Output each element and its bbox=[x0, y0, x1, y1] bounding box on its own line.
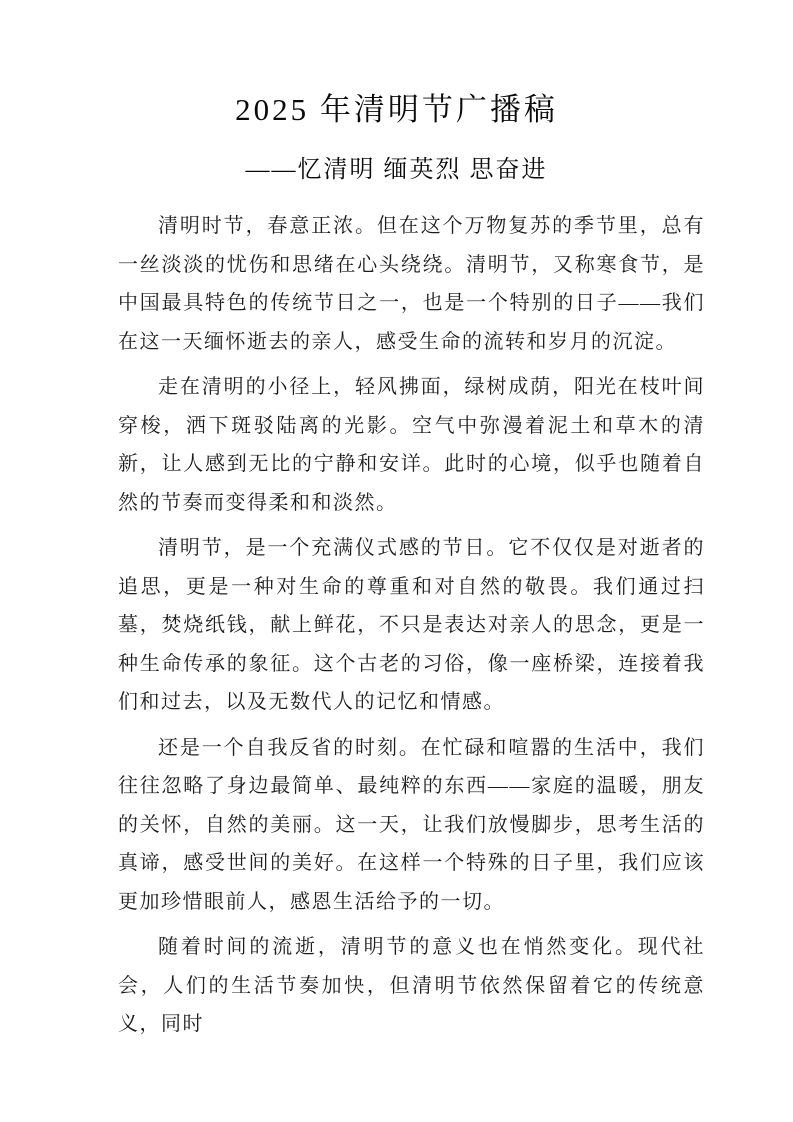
document-body bbox=[118, 207, 705, 1044]
paragraph-2: 走在清明的小径上，轻风拂面，绿树成荫，阳光在枝叶间穿梭，洒下斑驳陆离的光影。空气中弥漫着泥土和草木的清新，让人感到无比的宁静和安详。此时的心境，似乎也随着自然的节奏而变得柔和和淡然。 bbox=[118, 376, 705, 514]
paragraph-5: 随着时间的流逝，清明节的意义也在悄然变化。现代社会，人们的生活节奏加快，但清明节依然保留着它的传统意义，同时 bbox=[118, 936, 705, 1035]
document-subtitle: ——忆清明 缅英烈 思奋进 bbox=[245, 157, 548, 183]
paragraph-3: 清明节，是一个充满仪式感的节日。它不仅仅是对逝者的追思，更是一种对生命的尊重和对自然的敬畏。我们通过扫墓，焚烧纸钱，献上鲜花，不只是表达对亲人的思念，更是一种生命传承的象征。这个古老的习俗，像一座桥梁，连接着我们和过去，以及无数代人的记忆和情感。 bbox=[118, 537, 705, 713]
document-title: 2025 年清明节广播稿 bbox=[235, 92, 558, 127]
paragraph-4: 还是一个自我反省的时刻。在忙碌和喧嚣的生活中，我们往往忽略了身边最简单、最纯粹的东西——家庭的温暖，朋友的关怀，自然的美丽。这一天，让我们放慢脚步，思考生活的真谛，感受世间的美好。在这样一个特殊的日子里，我们应该更加珍惜眼前人，感恩生活给予的一切。 bbox=[118, 736, 705, 913]
paragraph-1: 清明时节，春意正浓。但在这个万物复苏的季节里，总有一丝淡淡的忧伤和思绪在心头绕绕。清明节，又称寒食节，是中国最具特色的传统节日之一，也是一个特别的日子——我们在这一天缅怀逝去的亲人，感受生命的流转和岁月的沉淀。 bbox=[118, 215, 705, 353]
